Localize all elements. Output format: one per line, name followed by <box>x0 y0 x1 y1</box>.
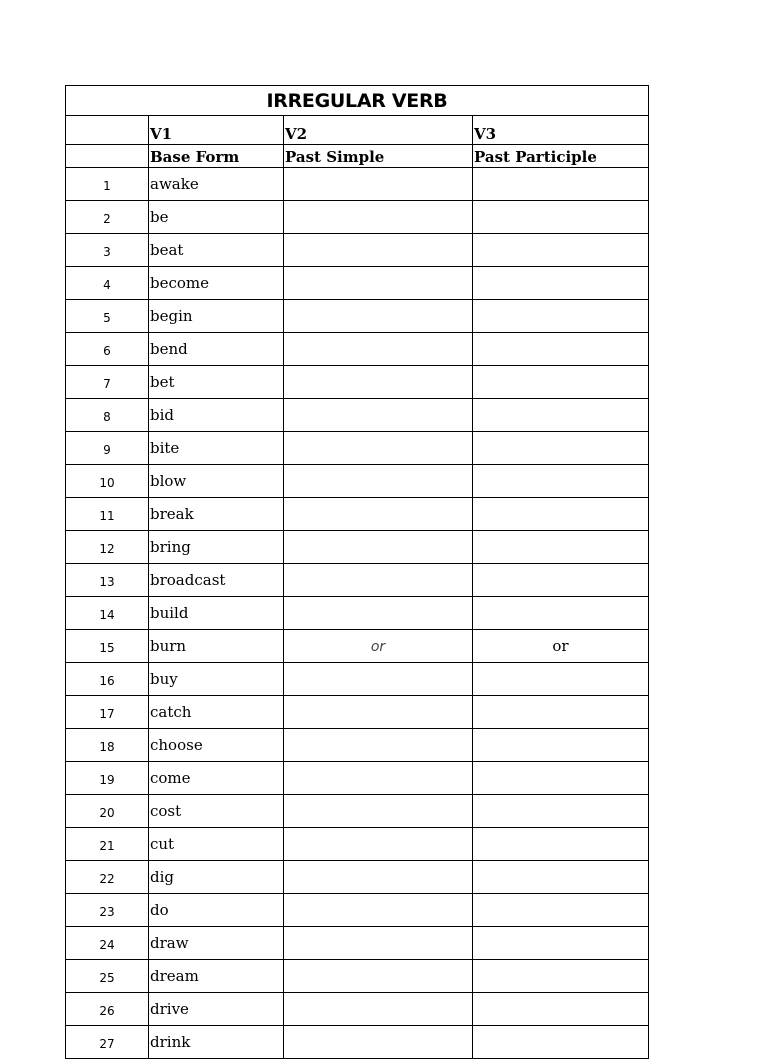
table-row <box>66 300 649 333</box>
row-number: 27 <box>66 1026 149 1059</box>
base-form-cell: beat <box>149 234 284 267</box>
table-row <box>66 663 649 696</box>
past-participle-cell[interactable] <box>473 861 649 894</box>
past-simple-cell[interactable] <box>284 399 473 432</box>
past-simple-cell[interactable] <box>284 366 473 399</box>
base-form-cell: dig <box>149 861 284 894</box>
irregular-verb-table <box>65 85 649 1059</box>
base-form-cell: become <box>149 267 284 300</box>
header-empty-cell <box>66 116 149 145</box>
past-participle-cell[interactable] <box>473 201 649 234</box>
table-row <box>66 630 649 663</box>
row-number: 22 <box>66 861 149 894</box>
past-simple-cell[interactable] <box>284 267 473 300</box>
base-form-cell: break <box>149 498 284 531</box>
past-simple-cell[interactable] <box>284 531 473 564</box>
past-simple-cell[interactable] <box>284 861 473 894</box>
header-v1: V1 <box>149 116 284 145</box>
base-form-cell: be <box>149 201 284 234</box>
past-simple-cell[interactable] <box>284 432 473 465</box>
table-row <box>66 267 649 300</box>
base-form-cell: bet <box>149 366 284 399</box>
header-v3: V3 <box>473 116 649 145</box>
past-simple-cell[interactable] <box>284 333 473 366</box>
base-form-cell: catch <box>149 696 284 729</box>
past-simple-cell[interactable] <box>284 894 473 927</box>
label-empty-cell <box>66 145 149 168</box>
base-form-cell: do <box>149 894 284 927</box>
table-row <box>66 828 649 861</box>
past-simple-cell[interactable] <box>284 168 473 201</box>
row-number: 4 <box>66 267 149 300</box>
past-participle-cell[interactable] <box>473 465 649 498</box>
past-simple-cell[interactable] <box>284 729 473 762</box>
past-participle-cell[interactable] <box>473 795 649 828</box>
table-row <box>66 861 649 894</box>
table-row <box>66 432 649 465</box>
base-form-cell: build <box>149 597 284 630</box>
table-row <box>66 399 649 432</box>
base-form-cell: bring <box>149 531 284 564</box>
past-simple-cell[interactable] <box>284 498 473 531</box>
table-row <box>66 762 649 795</box>
table-row <box>66 960 649 993</box>
past-participle-cell[interactable] <box>473 234 649 267</box>
row-number: 11 <box>66 498 149 531</box>
past-simple-cell[interactable] <box>284 828 473 861</box>
row-number: 1 <box>66 168 149 201</box>
base-form-cell: buy <box>149 663 284 696</box>
past-participle-cell[interactable] <box>473 498 649 531</box>
table-title: IRREGULAR VERB <box>66 86 649 116</box>
past-simple-cell[interactable] <box>284 201 473 234</box>
past-participle-cell[interactable] <box>473 366 649 399</box>
table-row <box>66 465 649 498</box>
row-number: 24 <box>66 927 149 960</box>
row-number: 7 <box>66 366 149 399</box>
row-number: 19 <box>66 762 149 795</box>
row-number: 6 <box>66 333 149 366</box>
table-row <box>66 201 649 234</box>
past-simple-cell[interactable] <box>284 300 473 333</box>
past-participle-cell[interactable] <box>473 168 649 201</box>
table-row <box>66 894 649 927</box>
base-form-cell: come <box>149 762 284 795</box>
past-participle-cell[interactable] <box>473 894 649 927</box>
row-number: 13 <box>66 564 149 597</box>
table-row <box>66 993 649 1026</box>
row-number: 23 <box>66 894 149 927</box>
past-simple-cell[interactable] <box>284 1026 473 1059</box>
row-number: 17 <box>66 696 149 729</box>
past-participle-cell[interactable] <box>473 927 649 960</box>
past-simple-cell[interactable] <box>284 762 473 795</box>
table-row <box>66 234 649 267</box>
row-number: 12 <box>66 531 149 564</box>
base-form-cell: draw <box>149 927 284 960</box>
past-participle-cell[interactable] <box>473 960 649 993</box>
past-participle-cell[interactable] <box>473 729 649 762</box>
past-participle-cell[interactable] <box>473 399 649 432</box>
row-number: 8 <box>66 399 149 432</box>
label-header-row <box>66 145 649 168</box>
row-number: 16 <box>66 663 149 696</box>
header-past-simple: Past Simple <box>284 145 473 168</box>
past-participle-cell[interactable] <box>473 663 649 696</box>
past-simple-cell[interactable] <box>284 564 473 597</box>
row-number: 3 <box>66 234 149 267</box>
base-form-cell: begin <box>149 300 284 333</box>
row-number: 18 <box>66 729 149 762</box>
past-participle-cell[interactable] <box>473 267 649 300</box>
table-row <box>66 366 649 399</box>
or-label: or <box>370 639 386 655</box>
table-row <box>66 696 649 729</box>
base-form-cell: drink <box>149 1026 284 1059</box>
title-row <box>66 86 649 116</box>
row-number: 26 <box>66 993 149 1026</box>
row-number: 9 <box>66 432 149 465</box>
past-participle-cell[interactable] <box>473 762 649 795</box>
row-number: 25 <box>66 960 149 993</box>
header-past-participle: Past Participle <box>473 145 649 168</box>
past-simple-cell[interactable] <box>284 795 473 828</box>
past-simple-cell[interactable] <box>284 597 473 630</box>
past-simple-cell[interactable] <box>284 465 473 498</box>
base-form-cell: burn <box>149 630 284 663</box>
table-row <box>66 1026 649 1059</box>
table-row <box>66 168 649 201</box>
table-row <box>66 498 649 531</box>
base-form-cell: blow <box>149 465 284 498</box>
row-number: 20 <box>66 795 149 828</box>
row-number: 2 <box>66 201 149 234</box>
past-participle-cell[interactable] <box>473 432 649 465</box>
past-participle-cell[interactable] <box>473 828 649 861</box>
past-participle-cell[interactable] <box>473 630 649 663</box>
base-form-cell: bite <box>149 432 284 465</box>
base-form-cell: awake <box>149 168 284 201</box>
or-label: or <box>552 637 569 655</box>
header-base-form: Base Form <box>149 145 284 168</box>
base-form-cell: dream <box>149 960 284 993</box>
table-row <box>66 564 649 597</box>
base-form-cell: bend <box>149 333 284 366</box>
table-row <box>66 729 649 762</box>
base-form-cell: broadcast <box>149 564 284 597</box>
past-participle-cell[interactable] <box>473 564 649 597</box>
past-simple-cell[interactable] <box>284 696 473 729</box>
base-form-cell: bid <box>149 399 284 432</box>
row-number: 15 <box>66 630 149 663</box>
row-number: 10 <box>66 465 149 498</box>
past-participle-cell[interactable] <box>473 300 649 333</box>
row-number: 5 <box>66 300 149 333</box>
row-number: 21 <box>66 828 149 861</box>
past-simple-cell[interactable] <box>284 960 473 993</box>
row-number: 14 <box>66 597 149 630</box>
version-header-row <box>66 116 649 145</box>
table-row <box>66 333 649 366</box>
base-form-cell: cut <box>149 828 284 861</box>
past-participle-cell[interactable] <box>473 696 649 729</box>
base-form-cell: cost <box>149 795 284 828</box>
past-simple-cell[interactable] <box>284 993 473 1026</box>
header-v2: V2 <box>284 116 473 145</box>
past-simple-cell[interactable] <box>284 630 473 663</box>
past-participle-cell[interactable] <box>473 1026 649 1059</box>
table-row <box>66 795 649 828</box>
past-participle-cell[interactable] <box>473 333 649 366</box>
past-simple-cell[interactable] <box>284 663 473 696</box>
past-participle-cell[interactable] <box>473 531 649 564</box>
past-participle-cell[interactable] <box>473 993 649 1026</box>
past-simple-cell[interactable] <box>284 927 473 960</box>
table-row <box>66 531 649 564</box>
base-form-cell: choose <box>149 729 284 762</box>
past-simple-cell[interactable] <box>284 234 473 267</box>
past-participle-cell[interactable] <box>473 597 649 630</box>
base-form-cell: drive <box>149 993 284 1026</box>
table-row <box>66 927 649 960</box>
table-row <box>66 597 649 630</box>
